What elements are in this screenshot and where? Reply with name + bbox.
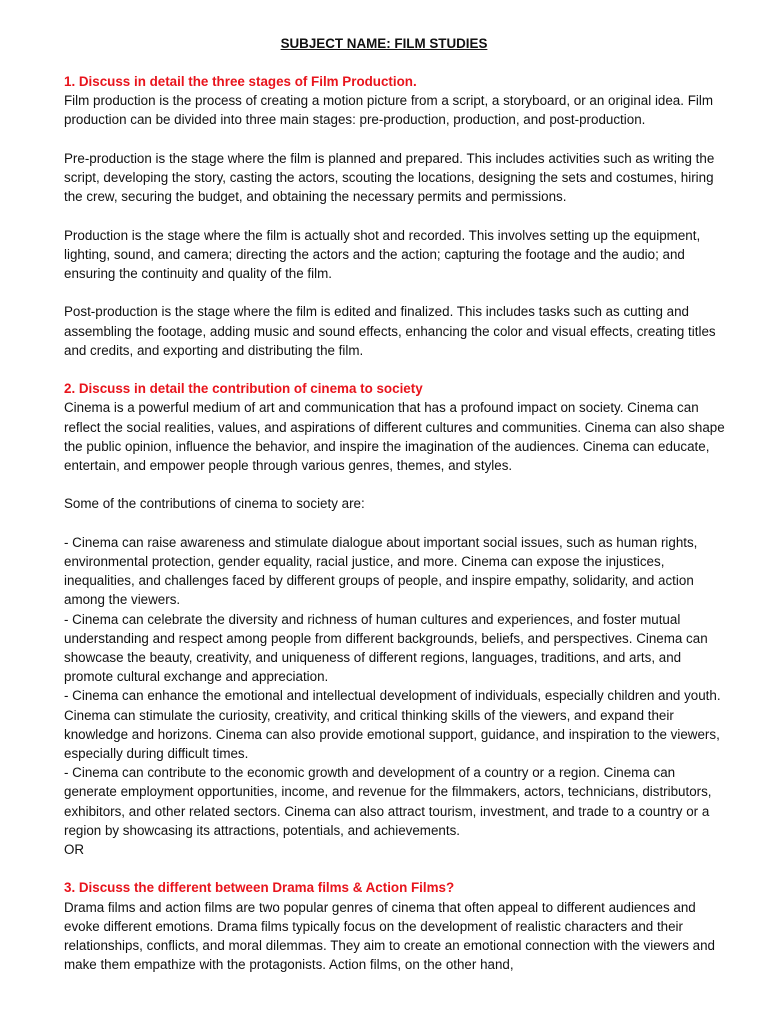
paragraph: Pre-production is the stage where the film is planned and prepared. This includes activities such as writing the script, developing the story, casting the actors, scouting the locations, designing the sets and costumes, hiring the crew, securing the budget, and obtaining the necessary permits and permissions.	[64, 150, 715, 205]
bullet-item: - Cinema can contribute to the economic growth and development of a country or a region. Cinema can generate employment opportunities, income, and revenue for the filmmakers, actors, technicians, distributors, exhibitors, and other related sectors. Cinema can also attract tourism, investment, and trade to a country or a region by showcasing its attractions, potentials, and achievements.	[64, 765, 712, 838]
or-separator: OR	[64, 842, 85, 858]
bullet-item: - Cinema can celebrate the diversity and richness of human cultures and experiences, and foster mutual understanding and respect among people from different backgrounds, beliefs, and perspectives. Cinema can showcase the beauty, creativity, and uniqueness of different regions, languages, traditions, and arts, and promote cultural exchange and appreciation.	[64, 611, 708, 685]
page-title: SUBJECT NAME: FILM STUDIES	[280, 36, 488, 51]
paragraph: Post-production is the stage where the film is edited and finalized. This includes tasks such as cutting and assembling the footage, adding music and sound effects, enhancing the color and visual effects, creating titles and credits, and exporting and distributing the film.	[64, 304, 716, 358]
question-2-heading: 2. Discuss in detail the contribution of cinema to society	[64, 381, 423, 397]
question-3-heading: 3. Discuss the different between Drama films & Action Films?	[64, 880, 455, 896]
bullet-item: - Cinema can enhance the emotional and intellectual development of individuals, especially children and youth. Cinema can stimulate the curiosity, creativity, and critical thinking skills of the viewers, and expand their knowledge and horizons. Cinema can also provide emotional support, guidance, and inspiration to the viewers, especially during difficult times.	[64, 688, 721, 762]
question-1-heading: 1. Discuss in detail the three stages of Film Production.	[64, 74, 417, 89]
paragraph: Cinema is a powerful medium of art and communication that has a profound impact on society. Cinema can reflect the social realities, values, and aspirations of different cultures and communities. Cinema can also shape the public opinion, influence the behavior, and inspire the imagination of the audiences. Cinema can educate, entertain, and empower people through various genres, themes, and styles.	[64, 400, 725, 473]
paragraph: Film production is the process of creating a motion picture from a script, a storyboard, or an original idea. Film production can be divided into three main stages: pre-production, production, and post-production.	[64, 93, 713, 128]
paragraph: Some of the contributions of cinema to society are:	[64, 496, 365, 512]
document-body	[64, 72, 726, 974]
bullet-item: - Cinema can raise awareness and stimulate dialogue about important social issues, such as human rights, environmental protection, gender equality, racial justice, and more. Cinema can expose the injustices, inequalities, and challenges faced by different groups of people, and inspire empathy, solidarity, and action among the viewers.	[64, 534, 698, 608]
paragraph: Production is the stage where the film is actually shot and recorded. This involves setting up the equipment, lighting, sound, and camera; directing the actors and the action; capturing the footage and the audio; and ensuring the continuity and quality of the film.	[64, 227, 701, 281]
paragraph: Drama films and action films are two popular genres of cinema that often appeal to different audiences and evoke different emotions. Drama films typically focus on the development of realistic characters and their relationships, conflicts, and moral dilemmas. They aim to create an emotional connection with the viewers and make them empathize with the protagonists. Action films, on the other hand,	[64, 899, 716, 973]
